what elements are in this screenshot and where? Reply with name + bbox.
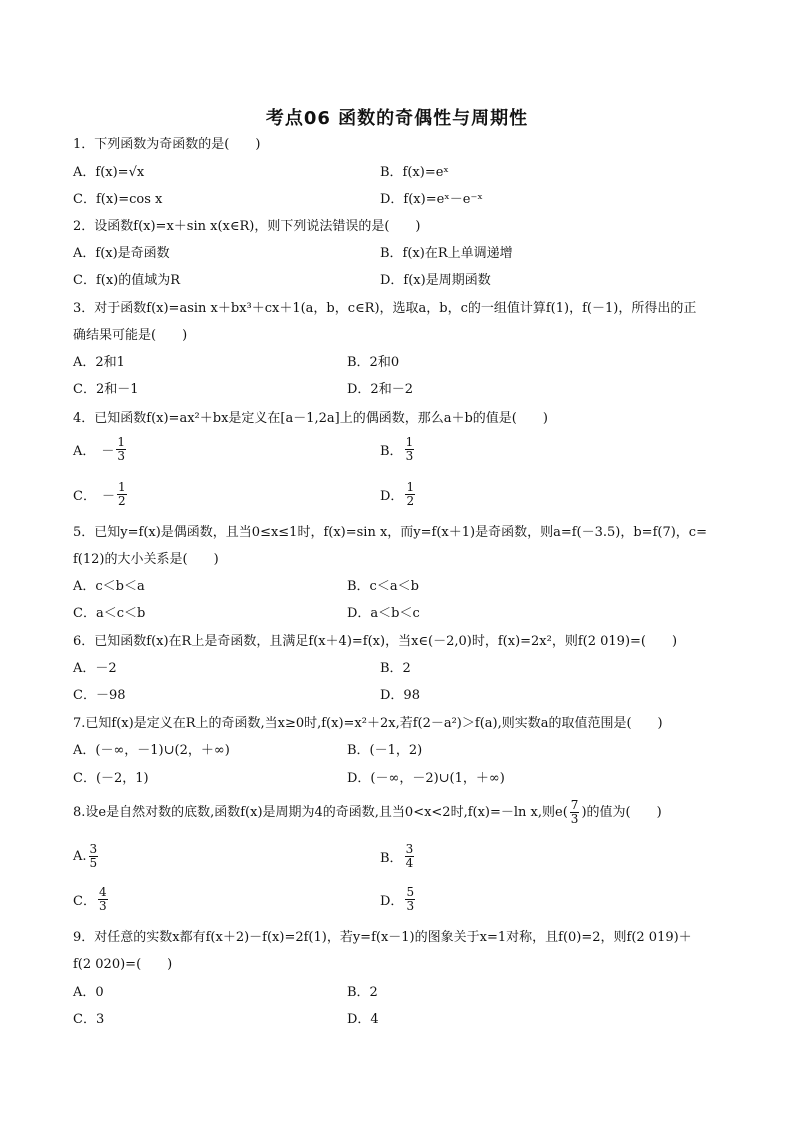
option-label: D．: [380, 489, 404, 504]
question-2-option-c: C．f(x)的值域为R: [73, 273, 181, 288]
question-5-option-a: A．c＜b＜a: [73, 579, 145, 594]
option-label: C．: [73, 489, 96, 504]
question-3-stem-cont: 确结果可能是( ): [73, 328, 188, 343]
option-sign: －: [101, 489, 115, 504]
numerator: 3: [89, 842, 98, 856]
question-1-stem: 1．下列函数为奇函数的是( ): [73, 137, 261, 152]
stem-text: 8.设e是自然对数的底数,函数f(x)是周期为4的奇函数,且当0<x<2时,f(x)=－ln x,则e: [73, 805, 563, 820]
question-9-option-b: B．2: [347, 985, 378, 1000]
stem-paren: (: [562, 805, 568, 820]
fraction: [89, 843, 99, 870]
numerator: 3: [405, 842, 414, 856]
denominator: 3: [406, 899, 415, 913]
question-4-stem: 4．已知函数f(x)=ax²＋bx是定义在[a－1,2a]上的偶函数，那么a＋b的值是( ): [73, 411, 548, 426]
numerator: 7: [570, 798, 579, 812]
question-6-option-c: C．－98: [73, 688, 126, 703]
fraction: [405, 843, 415, 870]
stem-paren: ): [581, 805, 587, 820]
question-4-option-c: [73, 481, 129, 508]
question-7-stem: 7.已知f(x)是定义在R上的奇函数,当x≥0时,f(x)=x²＋2x,若f(2－a²)＞f(a),则实数a的取值范围是( ): [73, 716, 663, 731]
fraction: [117, 481, 127, 508]
fraction: [405, 436, 415, 463]
numerator: 1: [405, 435, 414, 449]
question-5-option-d: D．a＜b＜c: [347, 606, 420, 621]
denominator: 3: [98, 899, 107, 913]
question-4-option-d: [380, 481, 417, 508]
question-9-option-a: A．0: [73, 985, 104, 1000]
question-5-option-b: B．c＜a＜b: [347, 579, 419, 594]
question-2-option-b: B．f(x)在R上单调递增: [380, 246, 513, 261]
question-8-option-d: [380, 886, 417, 913]
question-6-option-d: D．98: [380, 688, 420, 703]
option-label: D．: [380, 894, 404, 909]
option-label: C．: [73, 894, 96, 909]
fraction: [570, 799, 580, 826]
question-9-stem: 9．对任意的实数x都有f(x＋2)－f(x)=2f(1)，若y=f(x－1)的图象关于x=1对称，且f(0)=2，则f(2 019)＋: [73, 930, 692, 945]
page-title: 考点06 函数的奇偶性与周期性: [265, 108, 529, 129]
numerator: 1: [406, 480, 415, 494]
question-8-stem: [73, 799, 662, 827]
question-1-option-a: A．f(x)=√x: [73, 165, 145, 180]
question-5-option-c: C．a＜c＜b: [73, 606, 146, 621]
question-3-option-d: D．2和－2: [347, 382, 413, 397]
denominator: 3: [117, 449, 126, 463]
question-3-option-b: B．2和0: [347, 355, 400, 370]
question-4-option-a: [73, 436, 128, 463]
question-6-option-a: A．－2: [73, 661, 117, 676]
question-7-option-a: A．(－∞，－1)∪(2，＋∞): [73, 743, 230, 758]
numerator: 4: [98, 885, 107, 899]
denominator: 3: [405, 449, 414, 463]
question-3-stem: 3．对于函数f(x)=asin x＋bx³＋cx＋1(a，b，c∈R)，选取a，b，c的一组值计算f(1)，f(－1)，所得出的正: [73, 301, 697, 316]
stem-text: 的值为( ): [586, 805, 662, 820]
question-4-option-b: [380, 436, 416, 463]
question-3-option-a: A．2和1: [73, 355, 125, 370]
denominator: 3: [570, 812, 579, 826]
question-8-option-c: [73, 886, 110, 913]
question-1-option-d: D．f(x)=eˣ－e⁻ˣ: [380, 192, 483, 207]
question-8-option-a: [73, 843, 100, 870]
question-6-stem: 6．已知函数f(x)在R上是奇函数，且满足f(x＋4)=f(x)，当x∈(－2,0)时，f(x)=2x²，则f(2 019)=( ): [73, 634, 678, 649]
option-sign: －: [101, 444, 115, 459]
question-2-option-d: D．f(x)是周期函数: [380, 273, 491, 288]
question-8-option-b: [380, 843, 416, 870]
question-3-option-c: C．2和－1: [73, 382, 139, 397]
question-9-option-c: C．3: [73, 1012, 105, 1027]
option-label: B．: [380, 851, 403, 866]
denominator: 2: [406, 494, 415, 508]
numerator: 1: [117, 480, 126, 494]
fraction: [98, 886, 108, 913]
fraction: [405, 481, 415, 508]
question-1-option-c: C．f(x)=cos x: [73, 192, 163, 207]
question-7-option-b: B．(－1，2): [347, 743, 423, 758]
numerator: 1: [117, 435, 126, 449]
option-label: A．: [73, 444, 96, 459]
fraction: [405, 886, 415, 913]
question-2-stem: 2．设函数f(x)=x＋sin x(x∈R)，则下列说法错误的是( ): [73, 219, 421, 234]
denominator: 4: [405, 856, 414, 870]
fraction: [116, 436, 126, 463]
question-5-stem: 5．已知y=f(x)是偶函数，且当0≤x≤1时，f(x)=sin x，而y=f(x＋1)是奇函数，则a=f(－3.5)，b=f(7)，c=: [73, 525, 707, 540]
denominator: 2: [117, 494, 126, 508]
question-9-stem-cont: f(2 020)=( ): [73, 957, 173, 972]
question-2-option-a: A．f(x)是奇函数: [73, 246, 170, 261]
question-7-option-c: C．(－2，1): [73, 771, 149, 786]
numerator: 5: [406, 885, 415, 899]
option-label: A.: [73, 849, 87, 864]
option-label: B．: [380, 444, 403, 459]
question-7-option-d: D．(－∞，－2)∪(1，＋∞): [347, 771, 505, 786]
question-9-option-d: D．4: [347, 1012, 379, 1027]
question-6-option-b: B．2: [380, 661, 411, 676]
denominator: 5: [89, 856, 98, 870]
question-5-stem-cont: f(12)的大小关系是( ): [73, 552, 219, 567]
question-1-option-b: B．f(x)=eˣ: [380, 165, 449, 180]
